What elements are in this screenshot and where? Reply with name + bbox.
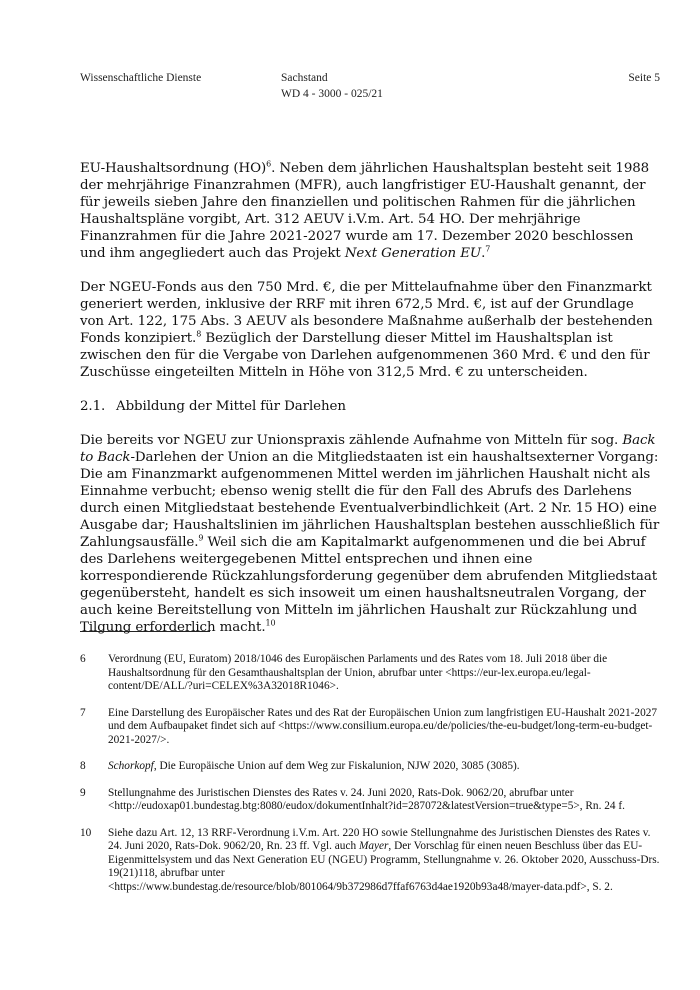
footnote-10 [80,827,660,895]
p1-text-b: . Neben dem jährlichen Haushaltsplan besteht seit 1988 der mehrjährige Finanzrahmen (MFR), auch langfristiger EU-Haushalt genannt, der für jeweils sieben Jahre den finanziellen und politischen Rahmen für die jährlichen Haushaltspläne vorgibt, Art. 312 AEUV i.V.m. Art. 54 HO. Der mehrjährige Finanzrahmen für die Jahre 2021-2027 wurde am 17. Dezember 2020 beschlossen und ihm angegliedert auch das Projekt [80,161,650,261]
p1-italic: Next Generation EU [344,246,482,261]
paragraph-2 [80,279,660,381]
footnote-6 [80,653,660,694]
footnote-ref-7[interactable]: 7 [485,244,491,254]
p3-text-a: Die bereits vor NGEU zur Unionspraxis zählende Aufnahme von Mitteln für sog. [80,433,623,448]
footnotes [80,653,660,907]
footnote-author: Schorkopf [108,760,154,772]
header-doc-number: WD 4 - 3000 - 025/21 [281,88,383,100]
footnote-text-b: , Der Vorschlag für einen neuen Beschluss über das EU-Eigenmittelsystem und das Next Generation EU (NGEU) Programm, Stellungnahme v. 26. Oktober 2020, Ausschuss-Drs. 19(21)118, abrufbar unter <https://www.bundestag.de/resource/blob/801064/9b372986d7ffaf6763d4ae1920b93a48/mayer-data.pdf>, S. 2. [108,840,660,893]
footnote-text-a: Siehe dazu Art. 12, 13 RRF-Verordnung i.V.m. Art. 220 HO sowie Stellungnahme des Juristischen Dienstes des Rates v. 24. Juni 2020, Rats-Dok. 9062/20, Rn. 23 ff. Vgl. auch [108,826,651,852]
footnote-ref-8[interactable]: 8 [196,329,202,339]
paragraph-3 [80,432,660,636]
footnote-text: Eine Darstellung des Europäischer Rates und des Rat der Europäischen Union zum langfristigen EU-Haushalt 2021-2027 und dem Aufbaupaket findet sich auf <https://www.consilium.europa.eu/de/policies/the-eu-budget/long-term-eu-budget-2021-2027/>. [108,706,658,746]
footnote-number: 7 [80,706,86,719]
footnote-ref-6[interactable]: 6 [266,159,272,169]
p3-italic: Back to Back [80,433,656,465]
footnote-number: 10 [80,826,92,839]
footnote-number: 8 [80,760,86,772]
page-header [0,70,700,110]
footnote-9 [80,787,660,814]
p3-text-b: -Darlehen der Union an die Mitgliedstaaten ist ein haushaltsexterner Vorgang: Die am Finanzmarkt aufgenommenen Mittel werden im jährlichen Haushalt nicht als Einnahme verbucht; ebenso wenig stellt die für den Fall des Abrufs des Darlehens durch einen Mitgliedstaat bestehende Eventualverbindlichkeit (Art. 2 Nr. 15 HO) eine Ausgabe dar; Haushaltslinien im jährlichen Haushaltsplan bestehen ausschließlich für Zahlungsausfälle. [80,450,660,550]
footnote-text [108,827,660,895]
header-doc-type: Sachstand [281,72,328,84]
p2-text-b: Bezüglich der Darstellung dieser Mittel im Haushaltsplan ist zwischen den für die Vergabe von Darlehen aufgenommenen 360 Mrd. € und den für Zuschüsse eingeteilten Mitteln in Höhe von 312,5 Mrd. € zu unterscheiden. [80,331,650,380]
footnote-ref-9[interactable]: 9 [198,533,204,543]
p1-text-c: . [481,246,486,261]
header-page-number: Seite 5 [628,72,660,84]
footnote-text-rest: , Die Europäische Union auf dem Weg zur Fiskalunion, NJW 2020, 3085 (3085). [153,760,520,772]
section-title: Abbildung der Mittel für Darlehen [116,399,346,414]
footnote-text: Stellungnahme des Juristischen Dienstes des Rates v. 24. Juni 2020, Rats-Dok. 9062/20, abrufbar unter <http://eudoxap01.bundestag.btg:8080/eudox/dokumentInhalt?id=287072&latestVersion=true&type=5>, Rn. 24 f. [108,786,625,812]
footnote-author: Mayer [358,840,389,852]
footnote-text [108,760,660,774]
paragraph-1 [80,160,660,262]
section-heading [80,398,660,415]
footnote-number: 6 [80,653,86,665]
footnote-number: 9 [80,786,86,799]
section-number: 2.1. [80,399,106,414]
p2-text-a: Der NGEU-Fonds aus den 750 Mrd. €, die per Mittelaufnahme über den Finanzmarkt generiert werden, inklusive der RRF mit ihren 672,5 Mrd. €, ist auf der Grundlage von Art. 122, 175 Abs. 3 AEUV als besondere Maßnahme außerhalb der bestehenden Fonds konzipiert. [80,280,653,346]
main-text [80,160,660,636]
footnote-8 [80,760,660,774]
header-document-info [281,70,383,102]
footnote-separator [80,631,210,632]
footnote-ref-10[interactable]: 10 [265,618,276,628]
footnote-text: Verordnung (EU, Euratom) 2018/1046 des Europäischen Parlaments und des Rates vom 18. Juli 2018 über die Haushaltsordnung für den Gesamthaushaltsplan der Union, abrufbar unter <https://eur-lex.europa.eu/legal-content/DE/ALL/?uri=CELEX%3A32018R1046>. [108,653,608,692]
footnote-7 [80,707,660,748]
p1-text-a: EU-Haushaltsordnung (HO) [80,161,267,176]
header-department: Wissenschaftliche Dienste [80,72,202,84]
p3-text-c: Weil sich die am Kapitalmarkt aufgenommenen und die bei Abruf des Darlehens weitergegebenen Mittel entsprechen und ihnen eine korrespondierende Rückzahlungsforderung gegenüber dem abrufenden Mitgliedstaat gegenübersteht, handelt es sich insoweit um einen haushaltsneutralen Vorgang, der auch keine Bereitstellung von Mitteln im jährlichen Haushalt zur Rückzahlung und Tilgung erforderlich macht. [80,535,657,635]
